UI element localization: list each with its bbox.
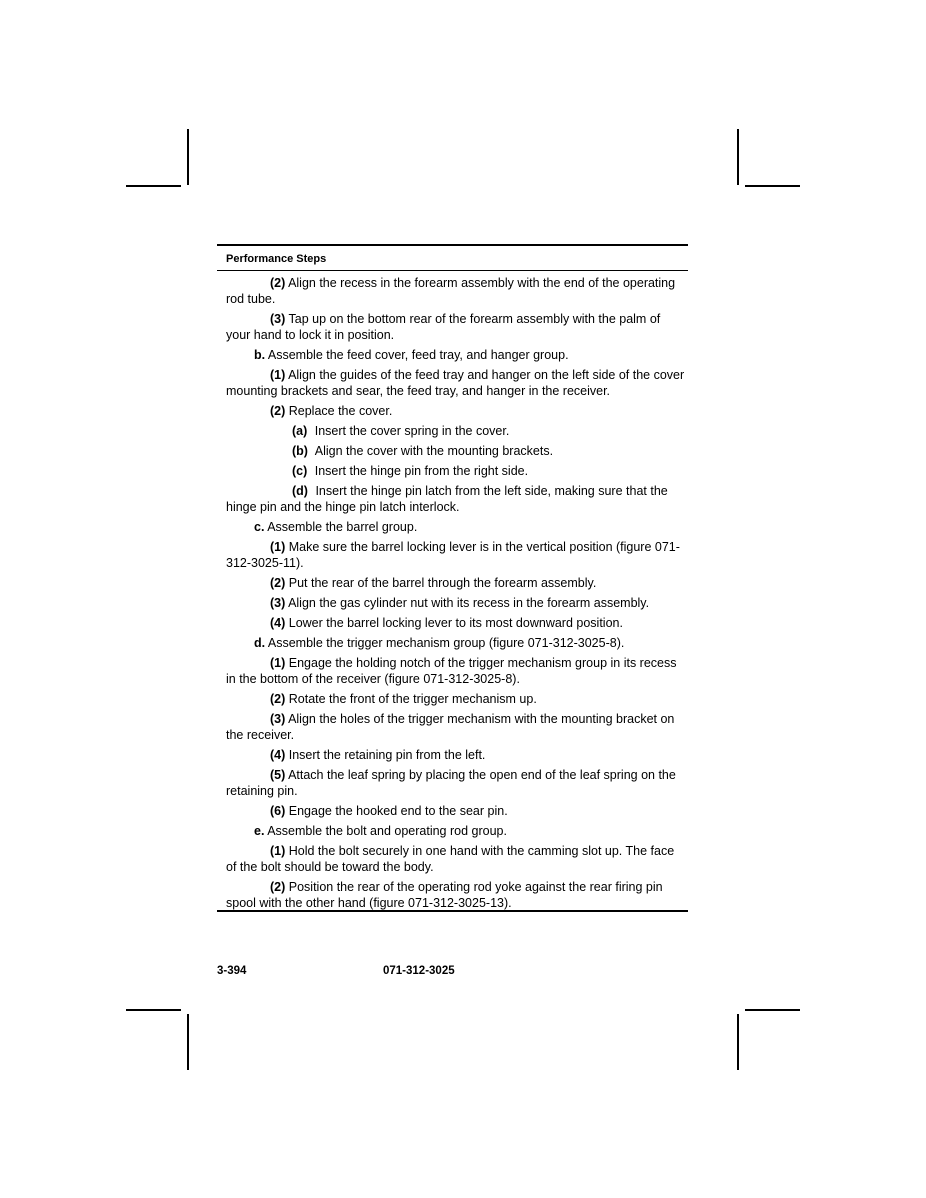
step-paragraph: (4) Insert the retaining pin from the left. — [270, 748, 486, 762]
page-content — [217, 244, 688, 912]
step-paragraph: (2) Put the rear of the barrel through the forearm assembly. — [270, 576, 597, 590]
step-paragraph: b. Assemble the feed cover, feed tray, and hanger group. — [254, 348, 569, 362]
step-paragraph: (c) Insert the hinge pin from the right side. — [292, 464, 529, 478]
step-paragraph: (1) Hold the bolt securely in one hand with the camming slot up. The face of the bolt should be toward the body. — [226, 844, 675, 874]
step-paragraph: (1) Engage the holding notch of the trigger mechanism group in its recess in the bottom of the receiver (figure 071-312-3025-8). — [226, 656, 677, 686]
crop-mark-top-right-vertical — [737, 129, 739, 185]
step-paragraph: (1) Make sure the barrel locking lever is in the vertical position (figure 071-312-3025-11). — [226, 540, 680, 570]
step-paragraph: (a) Insert the cover spring in the cover. — [292, 424, 510, 438]
step-paragraph: (2) Rotate the front of the trigger mechanism up. — [270, 692, 537, 706]
step-paragraph: (4) Lower the barrel locking lever to its most downward position. — [270, 616, 623, 630]
section-heading: Performance Steps — [226, 253, 327, 265]
performance-steps — [217, 271, 688, 911]
crop-mark-bottom-left-vertical — [187, 1014, 189, 1070]
step-paragraph: (2) Position the rear of the operating rod yoke against the rear firing pin spool with the other hand (figure 071-312-3025-13). — [226, 880, 663, 910]
crop-mark-top-left-horizontal — [126, 185, 181, 187]
step-paragraph: (3) Tap up on the bottom rear of the forearm assembly with the palm of your hand to lock it in position. — [226, 312, 661, 342]
crop-mark-top-left-vertical — [187, 129, 189, 185]
crop-mark-top-right-horizontal — [745, 185, 800, 187]
step-paragraph: c. Assemble the barrel group. — [254, 520, 418, 534]
step-paragraph: (3) Align the holes of the trigger mechanism with the mounting bracket on the receiver. — [226, 712, 675, 742]
step-paragraph: (6) Engage the hooked end to the sear pin. — [270, 804, 508, 818]
step-paragraph: (d) Insert the hinge pin latch from the left side, making sure that the hinge pin and the hinge pin latch interlock. — [226, 484, 668, 514]
crop-mark-bottom-right-vertical — [737, 1014, 739, 1070]
step-paragraph: d. Assemble the trigger mechanism group (figure 071-312-3025-8). — [254, 636, 625, 650]
step-paragraph: (b) Align the cover with the mounting brackets. — [292, 444, 554, 458]
step-paragraph: (2) Replace the cover. — [270, 404, 393, 418]
step-paragraph: (3) Align the gas cylinder nut with its recess in the forearm assembly. — [270, 596, 650, 610]
crop-mark-bottom-right-horizontal — [745, 1009, 800, 1011]
step-paragraph: (1) Align the guides of the feed tray and hanger on the left side of the cover mounting brackets and sear, the feed tray, and hanger in the receiver. — [226, 368, 685, 398]
step-paragraph: (2) Align the recess in the forearm assembly with the end of the operating rod tube. — [226, 276, 676, 306]
step-paragraph: e. Assemble the bolt and operating rod group. — [254, 824, 507, 838]
page-number: 3-394 — [217, 965, 247, 977]
task-number: 071-312-3025 — [383, 965, 455, 977]
step-paragraph: (5) Attach the leaf spring by placing the open end of the leaf spring on the retaining pin. — [226, 768, 676, 798]
crop-mark-bottom-left-horizontal — [126, 1009, 181, 1011]
